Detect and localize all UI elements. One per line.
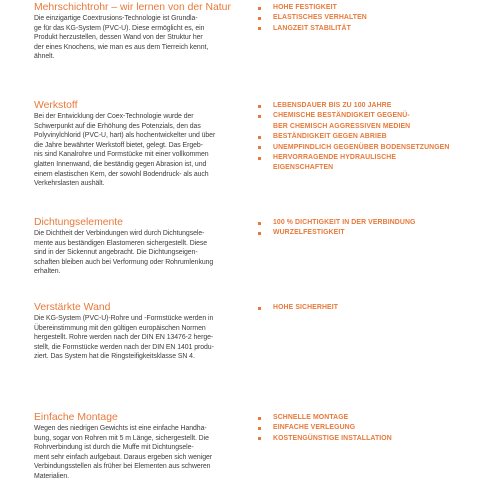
feature-label: WURZELFESTIGKEIT [273,229,345,237]
feature-label: HERVORRAGENDE HYDRAULISCHE [273,154,397,162]
body-line: glatten Innenwand, die beständig gegen Abrasion ist, und [34,160,207,168]
body-line: ment sehr einfach aufgebaut. Daraus ergeben sich weniger [34,453,212,461]
feature-item [256,413,392,423]
body-line: Polyvinylchlorid (PVC-U, hart) als hochentwickelter und über [34,132,216,140]
feature-label: LANGZEIT STABILITÄT [273,24,351,32]
feature-label: BESTÄNDIGKEIT GEGEN ABRIEB [273,133,387,141]
square-bullet-icon [258,417,261,420]
feature-label: ELASTISCHES VERHALTEN [273,14,367,22]
body-line: Die einzigartige Coextrusions-Technologie ist Grundla- [34,15,198,22]
feature-item [256,303,338,313]
body-line: die Jahre bewährter Werkstoff bietet, gelegt. Das Ergeb- [34,141,203,149]
square-bullet-icon [258,105,261,108]
feature-item [256,111,449,132]
body-line: sind in der Sickennut angebracht. Die Dichtungseigen- [34,249,198,257]
square-bullet-icon [258,7,261,10]
body-line: Die Dichtheit der Verbindungen wird durch Dichtungsele- [34,230,205,237]
body-line: Verkehrslasten aushält. [34,180,105,188]
feature-list [256,3,367,34]
section-title: Verstärkte Wand [34,302,111,313]
body-line: der eines Knochens, wie man es aus dem Tierreich kennt, [34,43,209,51]
feature-item [256,24,367,34]
feature-label: SCHNELLE MONTAGE [273,414,349,421]
feature-item [256,218,415,228]
feature-label: HOHE SICHERHEIT [273,304,339,311]
body-line: ähnelt. [34,53,55,61]
section-body [34,14,270,62]
body-line: Übereinstimmung mit den gültigen europäischen Normen [34,324,206,332]
body-line: Wegen des niedrigen Gewichts ist eine einfache Handha- [34,425,207,432]
body-line: ziert. Das System hat die Ringsteifigkeitsklasse SN 4. [34,353,195,361]
feature-label: EINFACHE VERLEGUNG [273,424,356,432]
square-bullet-icon [258,27,261,30]
feature-list [256,413,392,444]
square-bullet-icon [258,136,261,139]
body-line: Produkt herzustellen, dessen Wand von der Struktur her [34,34,203,42]
section-title: Mehrschichtrohr – wir lernen von der Natur [34,2,231,13]
square-bullet-icon [258,222,261,225]
square-bullet-icon [258,232,261,235]
body-line: hergestellt. Rohre werden nach der DIN EN 13476-2 herge- [34,334,214,342]
feature-item [256,13,367,23]
feature-item [256,3,367,13]
feature-item [256,434,392,444]
body-line: erhalten. [34,268,61,276]
section-title: Werkstoff [34,100,78,111]
section-title: Dichtungselemente [34,217,123,228]
feature-label: HOHE FESTIGKEIT [273,4,337,11]
feature-list [256,101,449,174]
feature-label: CHEMISCHE BESTÄNDIGKEIT GEGENÜ- [273,112,410,120]
section-body [34,112,270,189]
feature-label: BER CHEMISCH AGGRESSIVEN MEDIEN [273,122,411,130]
square-bullet-icon [258,146,261,149]
feature-label: EIGENSCHAFTEN [273,164,334,172]
feature-item [256,153,449,174]
square-bullet-icon [258,157,261,160]
body-line: ge für das KG-System (PVC-U). Diese ermöglicht es, ein [34,24,205,32]
square-bullet-icon [258,17,261,20]
body-line: Schwerpunkt auf die Erhöhung des Potenzials, den das [34,122,201,130]
feature-list [256,303,338,313]
body-line: einem elastischen Kern, der sowohl Bodendruck- als auch [34,170,209,178]
body-line: Materialien. [34,472,70,480]
body-line: stellt, die Formstücke werden nach der DIN EN 1401 produ- [34,343,214,351]
body-line: schaften bleiben auch bei Verformung oder Rohrumlenkung [34,258,214,266]
body-line: Verbindungsstellen als früher bei Elementen aus schweren [34,463,211,471]
section-body [34,229,270,277]
square-bullet-icon [258,307,261,310]
section-title: Einfache Montage [34,412,118,423]
feature-item [256,228,415,238]
body-line: Rohrverbindung ist durch die Muffe mit Dichtungsele- [34,444,194,452]
body-line: nis sind Kanalrohre und Formstücke mit einer vollkommen [34,151,209,159]
square-bullet-icon [258,427,261,430]
feature-label: 100 % DICHTIGKEIT IN DER VERBINDUNG [273,219,416,226]
body-line: Die KG-System (PVC-U)-Rohre und -Formstücke werden in [34,315,214,322]
feature-item [256,101,449,111]
body-line: bung, sogar von Rohren mit 5 m Länge, sichergestellt. Die [34,434,209,442]
square-bullet-icon [258,437,261,440]
feature-item [256,143,449,153]
feature-label: UNEMPFINDLICH GEGENÜBER BODENSETZUNGEN [273,143,450,151]
section-body [34,314,270,362]
feature-item [256,423,392,433]
section-body [34,424,270,482]
body-line: mente aus beständigen Elastomeren sichergestellt. Diese [34,239,208,247]
square-bullet-icon [258,115,261,118]
feature-item [256,132,449,142]
feature-label: KOSTENGÜNSTIGE INSTALLATION [273,434,392,442]
body-line: Bei der Entwicklung der Coex-Technologie wurde der [34,113,194,120]
feature-list [256,218,415,239]
feature-label: LEBENSDAUER BIS ZU 100 JAHRE [273,102,392,109]
